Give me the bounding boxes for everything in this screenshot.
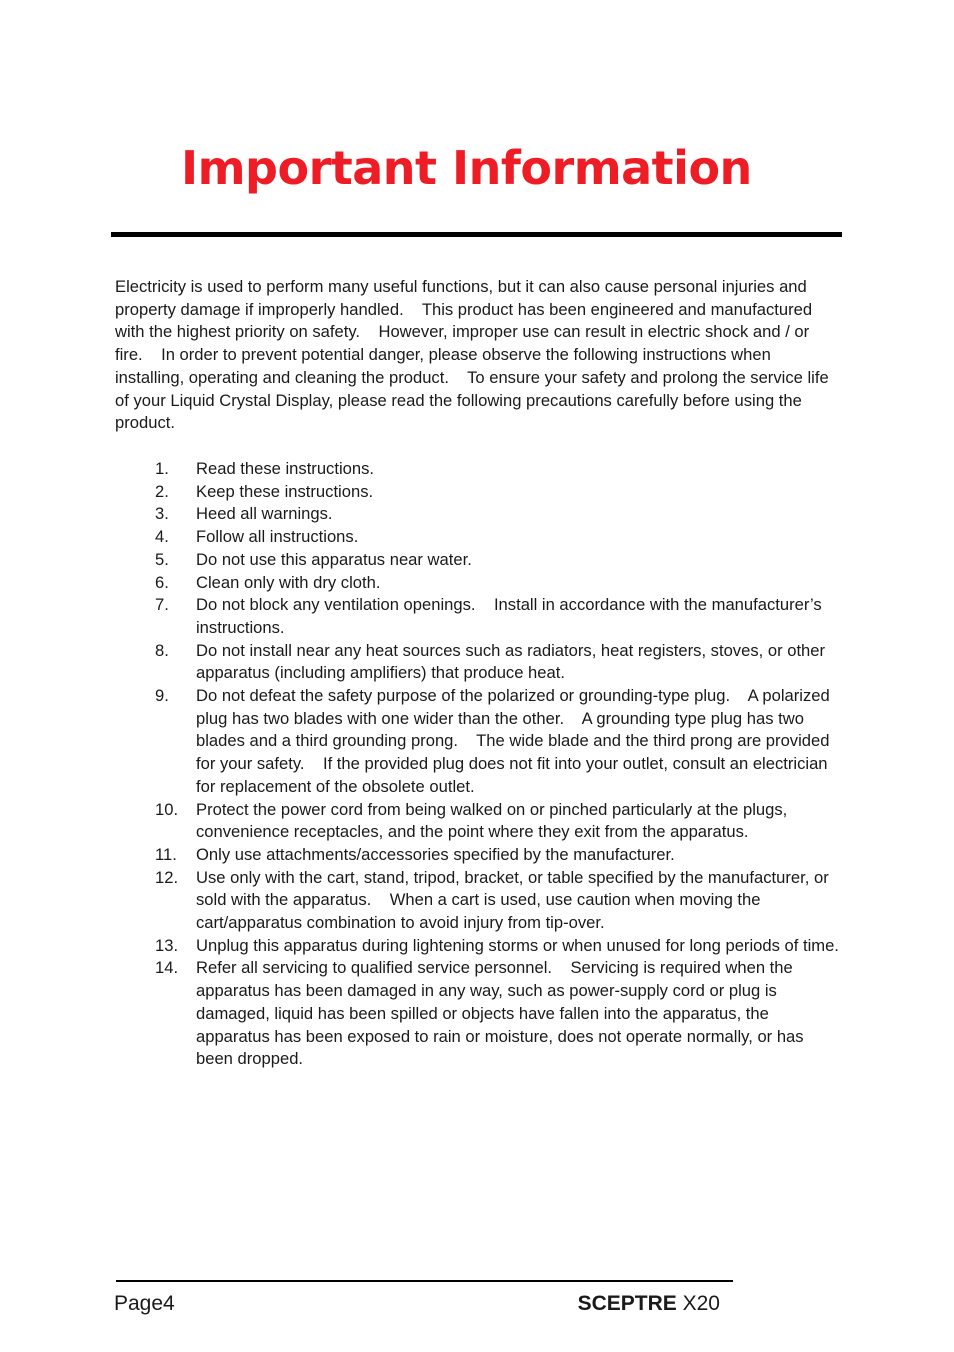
list-item: [155, 526, 845, 549]
item-number: 1.: [155, 459, 169, 478]
item-number: 9.: [155, 686, 169, 706]
item-number: 11.: [155, 844, 177, 864]
item-text: Do not install near any heat sources such as radiators, heat registers, stoves, or other apparatus (including amplifiers) that produce heat.: [196, 640, 830, 683]
item-text: Protect the power cord from being walked on or pinched particularly at the plugs, convenience receptacles, and the point where they exit from the apparatus.: [196, 799, 792, 842]
item-number: 10.: [155, 799, 179, 819]
item-number: 5.: [155, 549, 169, 569]
title-divider: [111, 232, 842, 237]
item-text: Do not block any ventilation openings. Install in accordance with the manufacturer’s instructions.: [196, 595, 827, 637]
item-number: 13.: [155, 935, 179, 955]
item-number: 6.: [155, 572, 169, 592]
brand-name: SCEPTRE: [577, 1292, 677, 1315]
list-item: [155, 685, 845, 799]
item-text: Refer all servicing to qualified service personnel. Servicing is required when the apparatus has been damaged in any way, such as power-supply cord or plug is damaged, liquid has been spilled or objects have fallen into the apparatus, the apparatus has been exposed to rain or moisture, does not operate normally, or has been dropped.: [196, 958, 809, 1069]
item-number: 8.: [155, 640, 169, 660]
item-text: Clean only with dry cloth.: [196, 572, 381, 592]
item-text: Only use attachments/accessories specified by the manufacturer.: [196, 844, 675, 864]
list-item: [155, 935, 845, 958]
list-item: [155, 594, 845, 639]
list-item: [155, 844, 845, 867]
list-item: [155, 867, 845, 935]
item-text: Keep these instructions.: [196, 481, 374, 501]
product-name: [578, 1291, 720, 1317]
item-text: Do not defeat the safety purpose of the polarized or grounding-type plug. A polarized plug has two blades with one wider than the other. A grounding type plug has two blades and a third grounding prong. The wide blade and the third prong are provided for your safety. If the provided plug does not fit into your outlet, consult an electrician for replacement of the obsolete outlet.: [196, 686, 835, 796]
list-item: [155, 572, 845, 595]
list-item: [155, 503, 845, 526]
page-number: Page4: [114, 1292, 175, 1315]
footer-divider: [116, 1280, 733, 1282]
item-number: 7.: [155, 595, 169, 615]
intro-paragraph: Electricity is used to perform many useful functions, but it can also cause personal injuries and property damage if improperly handled. This product has been engineered and manufactured with the highest priority on safety. However, improper use can result in electric shock and / or fire. In order to prevent potential danger, please observe the following instructions when installing, operating and cleaning the product. To ensure your safety and prolong the service life of your Liquid Crystal Display, please read the following precautions carefully before using the product.: [115, 277, 834, 433]
item-number: 3.: [155, 504, 169, 524]
list-item: [155, 481, 845, 504]
item-number: 2.: [155, 481, 169, 501]
list-item: [155, 799, 845, 844]
list-item: [155, 458, 845, 481]
item-text: Unplug this apparatus during lightening storms or when unused for long periods of time.: [196, 935, 839, 955]
item-text: Do not use this apparatus near water.: [196, 549, 472, 569]
item-text: Use only with the cart, stand, tripod, bracket, or table specified by the manufacturer, or sold with the apparatus. When a cart is used, use caution when moving the cart/apparatus combination to avoid injury from tip-over.: [196, 867, 834, 933]
item-text: Follow all instructions.: [196, 527, 359, 547]
item-text: Read these instructions.: [196, 459, 375, 478]
item-number: 12.: [155, 867, 179, 887]
instruction-list: [155, 458, 845, 1071]
list-item: [155, 549, 845, 572]
list-item: [155, 957, 845, 1071]
page-title: Important Information: [181, 141, 752, 195]
model-name: X20: [682, 1292, 720, 1315]
item-number: 14.: [155, 958, 179, 978]
item-text: Heed all warnings.: [196, 504, 333, 524]
item-number: 4.: [155, 527, 169, 547]
list-item: [155, 640, 845, 685]
